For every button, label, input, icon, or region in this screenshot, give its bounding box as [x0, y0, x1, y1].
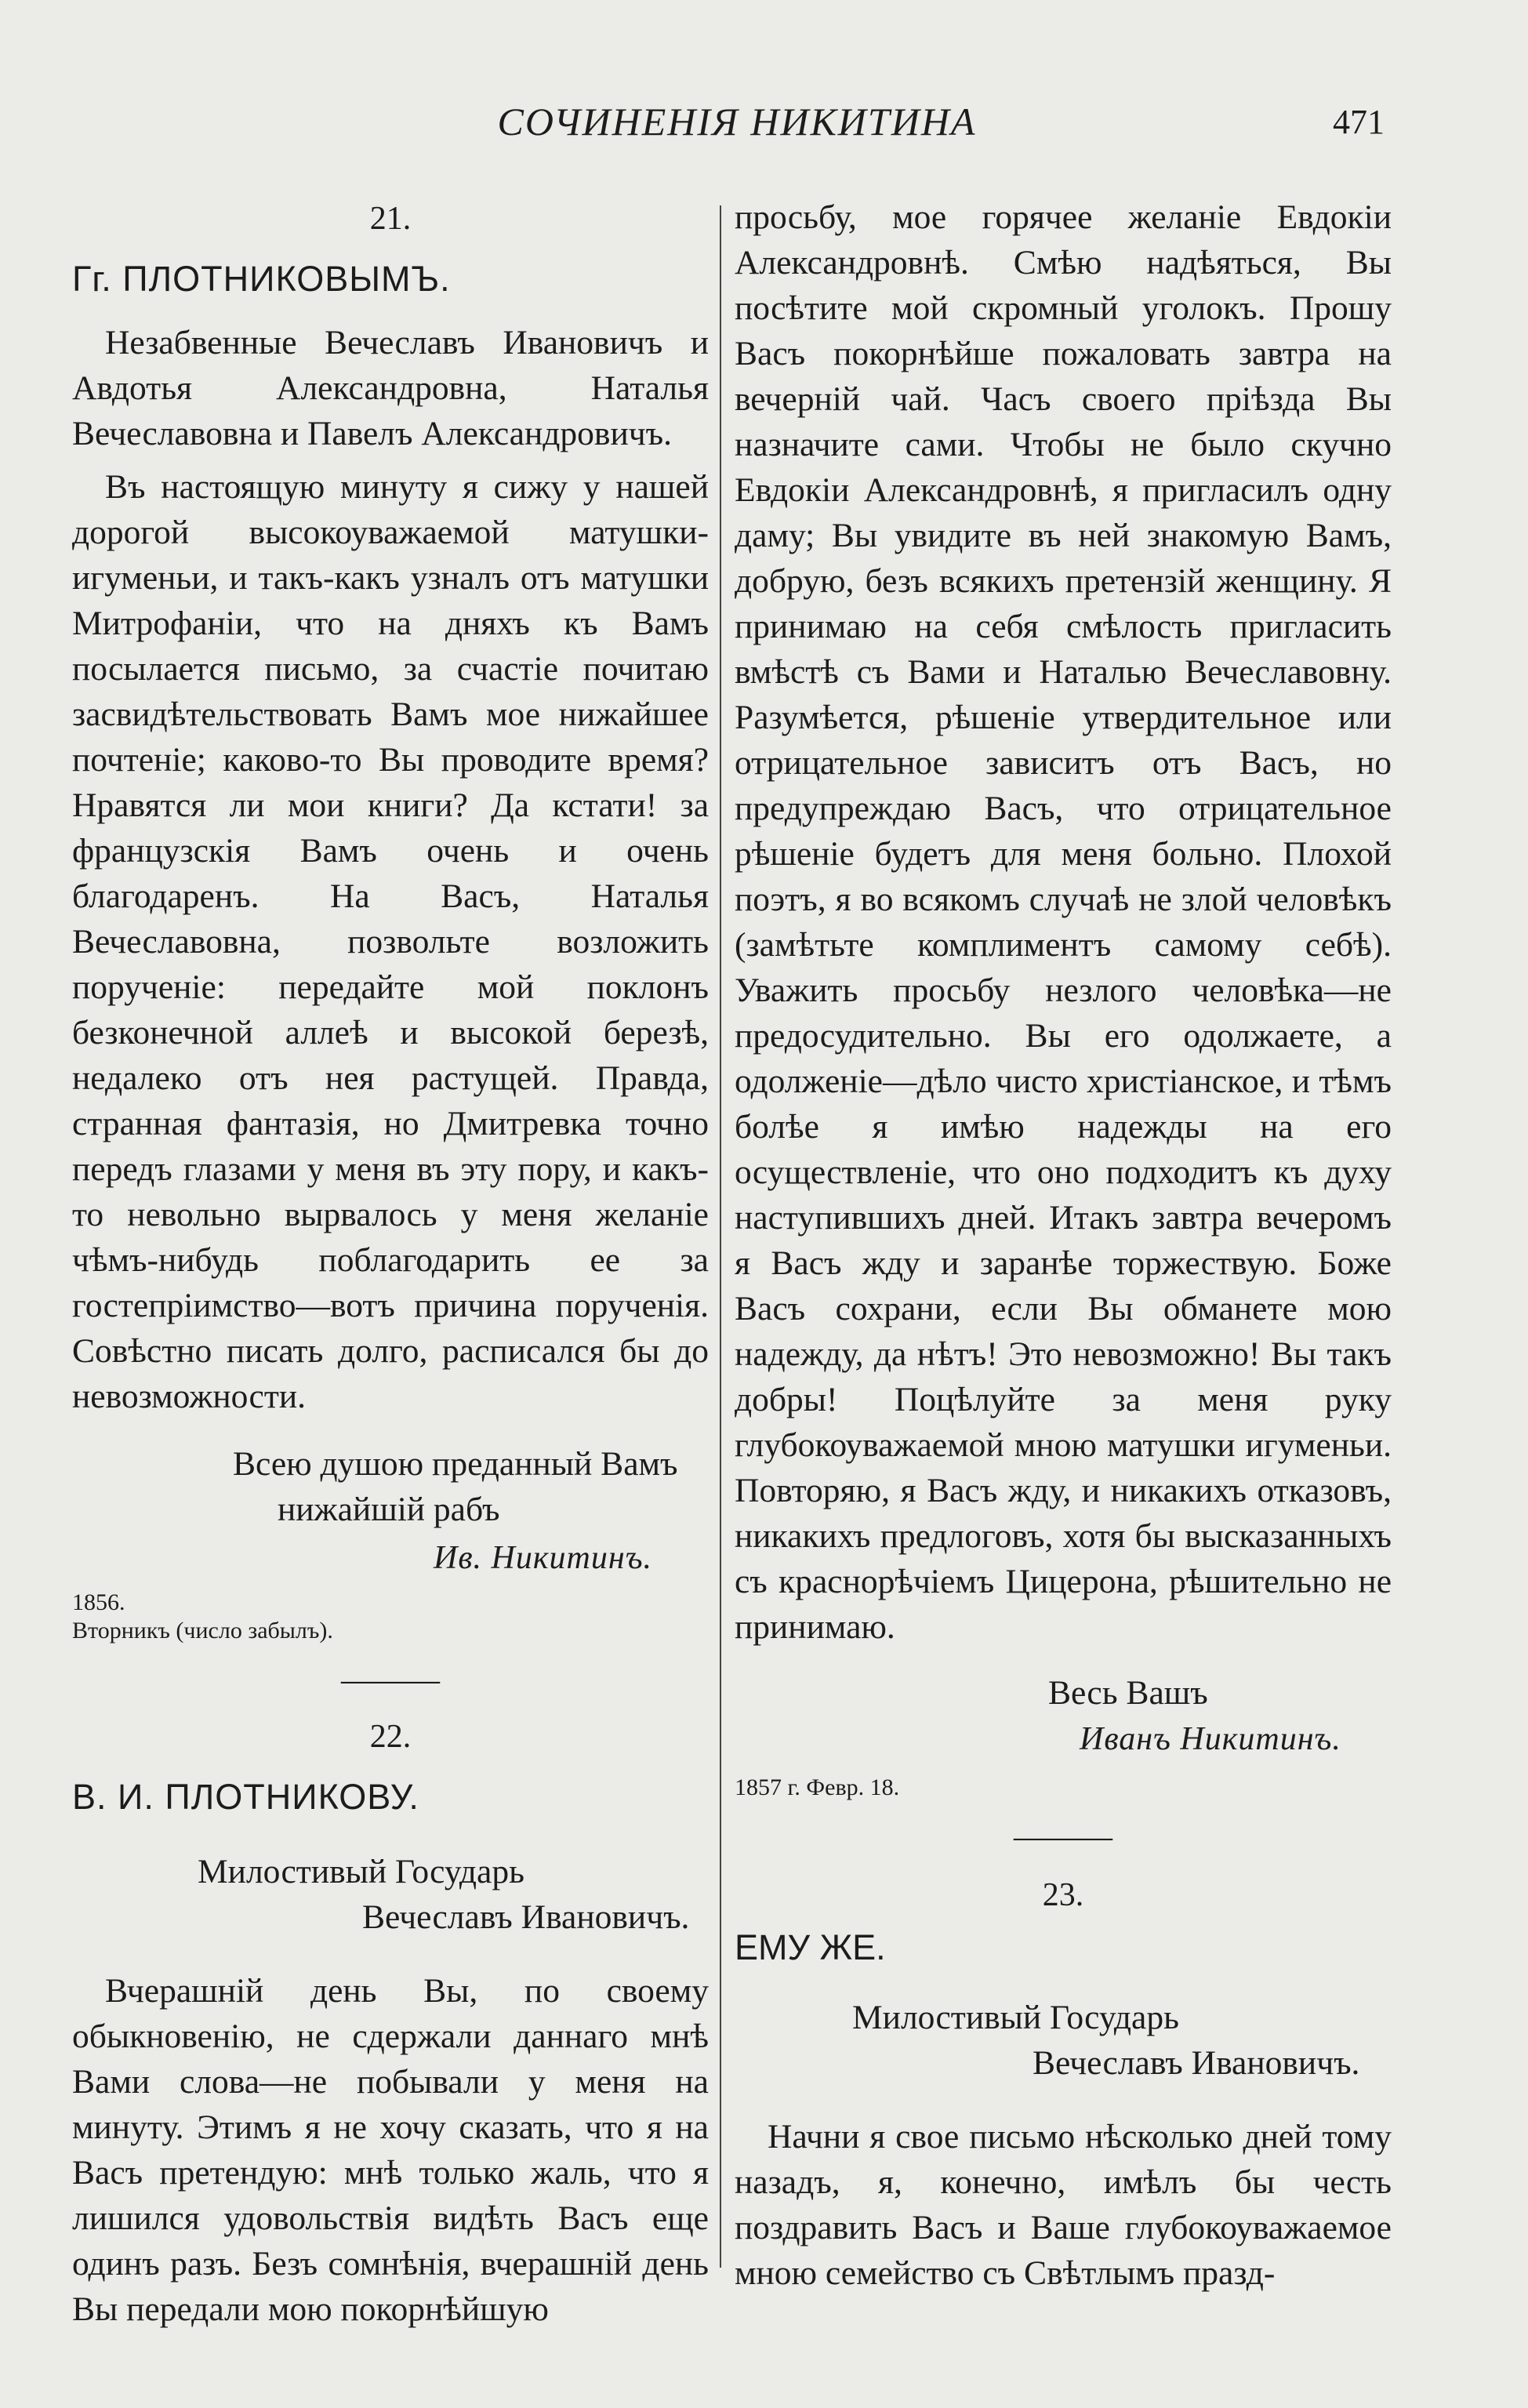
letter-22-closing	[735, 1670, 1392, 1763]
letter-22-number: 22.	[369, 1719, 412, 1755]
right-column	[735, 194, 1392, 2296]
letter-21-address: Гг. ПЛОТНИКОВЫМЪ.	[72, 259, 451, 299]
letter-21-body: Въ настоящую минуту я сижу у нашей дорогой высокоуважаемой матушки-игуменьи, и такъ-какъ узналъ отъ матушки Митрофаніи, что на дняхъ къ Вамъ посылается письмо, за счастіе почитаю засвидѣтельствовать Вамъ мое нижайшее почтеніе; каково-то Вы проводите время? Нравятся ли мои книги? Да кстати! за французскія Вамъ очень и очень благодаренъ. На Васъ, Наталья Вечеславовна, позвольте возложить порученіе: передайте мой поклонъ безконечной аллеѣ и высокой березѣ, недалеко отъ нея растущей. Правда, странная фантазія, но Дмитревка точно передъ глазами у меня въ эту пору, и какъ-то невольно вырвалось у меня желаніе чѣмъ-нибудь поблагодарить ее за гостепріимство—вотъ причина порученія. Совѣстно писать долго, расписался бы до невозможности.	[72, 468, 709, 1415]
letter-21-date-year: 1856.	[72, 1589, 125, 1615]
letter-22-body-right: просьбу, мое горячее желаніе Евдокіи Александровнѣ. Смѣю надѣяться, Вы посѣтите мой скромный уголокъ. Прошу Васъ покорнѣйше пожаловать завтра на вечерній чай. Часъ своего пріѣзда Вы назначите сами. Чтобы не было скучно Евдокіи Александровнѣ, я пригласилъ одну даму; Вы увидите въ ней знакомую Вамъ, добрую, безъ всякихъ претензій женщину. Я принимаю на себя смѣлость пригласить вмѣстѣ съ Вами и Наталью Вечеславовну. Разумѣется, рѣшеніе утвердительное или отрицательное зависитъ отъ Васъ, но предупреждаю Васъ, что отрицательное рѣшеніе будетъ для меня больно. Плохой поэтъ, я во всякомъ случаѣ не злой человѣкъ (замѣтьте комплиментъ самому себѣ). Уважить просьбу незлого человѣка—не предосудительно. Вы его одолжаете, а одолженіе—дѣло чисто христіанское, и тѣмъ болѣе я имѣю надежды на его осуществленіе, что оно подходитъ къ духу наступившихъ дней. Итакъ завтра вечеромъ я Васъ жду и заранѣе торжествую. Боже Васъ сохрани, если Вы обманете мою надежду, да нѣтъ! Это невозможно! Вы такъ добры! Поцѣлуйте за меня руку глубокоуважаемой мною матушки игуменьи. Повторяю, я Васъ жду, и никакихъ отказовъ, никакихъ предлоговъ, хотя бы высказанныхъ съ краснорѣчіемъ Цицерона, рѣшительно не принимаю.	[735, 198, 1392, 1646]
letter-22-salutation-line2: Вечеславъ Ивановичъ.	[362, 1898, 690, 1936]
letter-22-signature: Иванъ Никитинъ.	[1080, 1721, 1341, 1757]
letter-22-address: В. И. ПЛОТНИКОВУ.	[72, 1777, 419, 1817]
letter-23-body: Начни я свое письмо нѣсколько дней тому назадъ, я, конечно, имѣлъ бы честь поздравить Васъ и Ваше глубокоуважаемое мною семейство съ Свѣтлымъ празд-	[735, 2118, 1392, 2292]
letter-21-greeting: Незабвенные Вечеславъ Ивановичъ и Авдотья Александровна, Наталья Вечеславовна и Павелъ Александровичъ.	[72, 324, 709, 452]
letter-21-closing-line1: Всею душою преданный Вамъ	[233, 1445, 678, 1483]
left-column	[72, 196, 709, 2332]
letter-23-salutation	[735, 1995, 1392, 2086]
letter-22-salutation-line1: Милостивый Государь	[198, 1853, 524, 1890]
running-header-title: СОЧИНЕНІЯ НИКИТИНА	[497, 100, 977, 143]
column-divider	[720, 205, 721, 2268]
page-number: 471	[1333, 103, 1385, 141]
letter-21-closing-line2: нижайшій рабъ	[278, 1491, 500, 1528]
letter-23-salutation-line1: Милостивый Государь	[852, 1999, 1179, 2036]
letter-23-salutation-line2: Вечеславъ Ивановичъ.	[1033, 2044, 1360, 2082]
letter-22-closing-line1: Весь Вашъ	[1048, 1674, 1208, 1712]
letter-21-number: 21.	[369, 201, 412, 237]
letter-separator: ———	[1014, 1819, 1112, 1855]
letter-21-signature: Ив. Никитинъ.	[433, 1540, 652, 1576]
letter-22-date: 1857 г. Февр. 18.	[735, 1774, 900, 1800]
letter-22-body-left: Вчерашній день Вы, по своему обыкновенію, не сдержали даннаго мнѣ Вами слова—не побывали у меня на минуту. Этимъ я не хочу сказать, что я на Васъ претендую: мнѣ только жаль, что я лишился удовольствія видѣть Васъ еще одинъ разъ. Безъ сомнѣнія, вчерашній день Вы передали мою покорнѣйшую	[72, 1972, 709, 2328]
letter-21-date-note: Вторникъ (число забылъ).	[72, 1618, 333, 1643]
letter-separator: ———	[341, 1662, 440, 1698]
letter-23-number: 23.	[1042, 1877, 1084, 1913]
letter-21-closing	[72, 1441, 709, 1532]
letter-22-salutation	[72, 1849, 709, 1940]
letter-23-address: ЕМУ ЖЕ.	[735, 1927, 886, 1967]
